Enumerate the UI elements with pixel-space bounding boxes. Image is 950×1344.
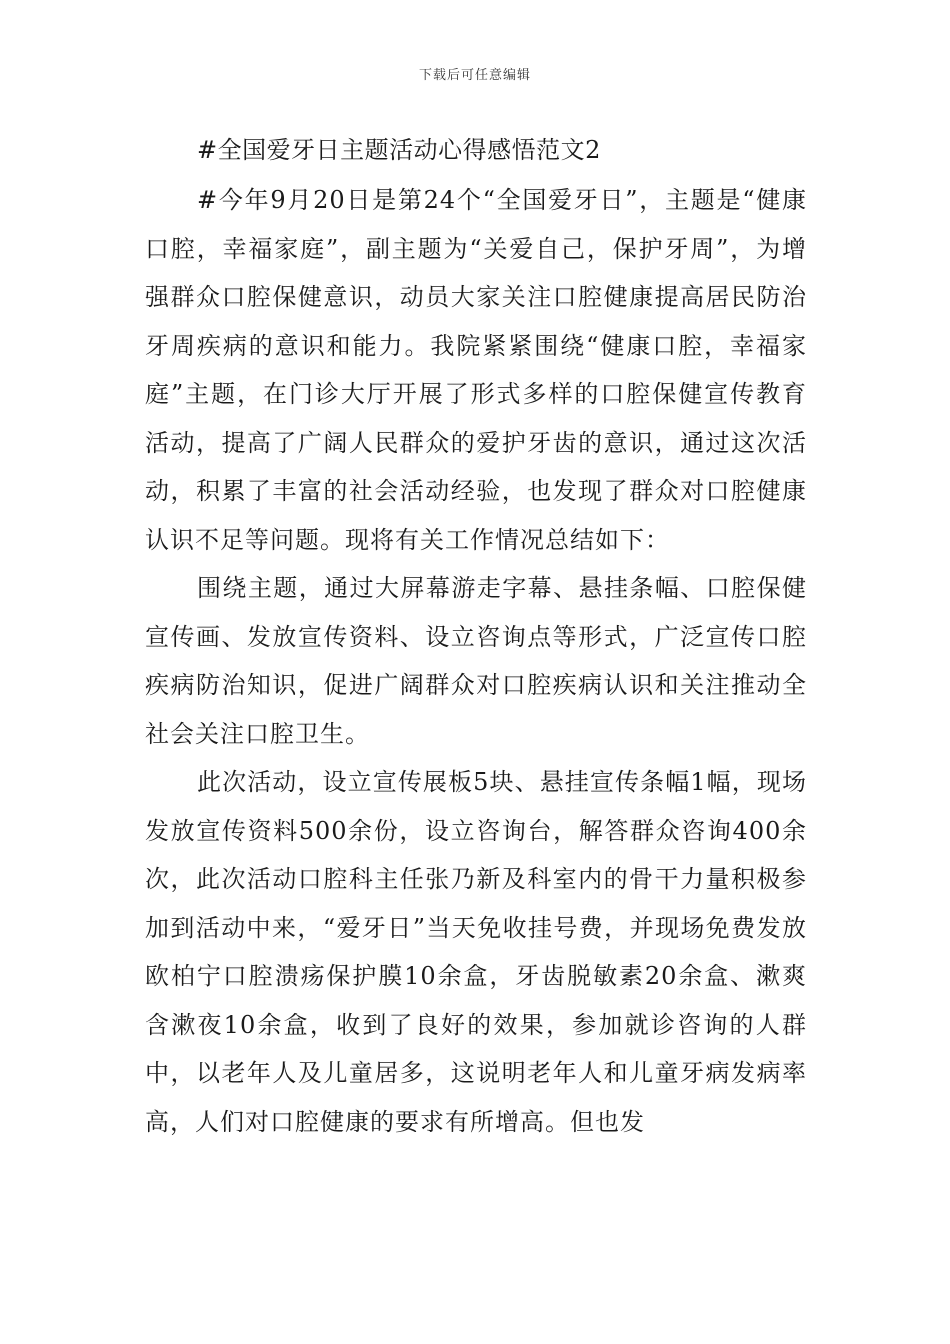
document-body	[145, 124, 807, 1146]
paragraph-activities: 围绕主题，通过大屏幕游走字幕、悬挂条幅、口腔保健宣传画、发放宣传资料、设立咨询点等形式，广泛宣传口腔疾病防治知识，促进广阔群众对口腔疾病认识和关注推动全社会关注口腔卫生。	[145, 574, 807, 748]
paragraph-intro: #今年9月20日是第24个“全国爱牙日”，主题是“健康口腔，幸福家庭”，副主题为“关爱自己，保护牙周”，为增强群众口腔保健意识，动员大家关注口腔健康提高居民防治牙周疾病的意识和能力。我院紧紧围绕“健康口腔，幸福家庭”主题，在门诊大厅开展了形式多样的口腔保健宣传教育活动，提高了广阔人民群众的爱护牙齿的意识，通过这次活动，积累了丰富的社会活动经验，也发现了群众对口腔健康认识不足等问题。现将有关工作情况总结如下：	[145, 186, 807, 554]
header-note: 下载后可任意编辑	[418, 68, 531, 83]
document-title: #全国爱牙日主题活动心得感悟范文2	[197, 136, 601, 164]
paragraph-results: 此次活动，设立宣传展板5块、悬挂宣传条幅1幅，现场发放宣传资料500余份，设立咨询台，解答群众咨询400余次，此次活动口腔科主任张乃新及科室内的骨干力量积极参加到活动中来，“爱牙日”当天免收挂号费，并现场免费发放欧柏宁口腔溃疡保护膜10余盒，牙齿脱敏素20余盒、漱爽含漱夜10余盒，收到了良好的效果，参加就诊咨询的人群中，以老年人及儿童居多，这说明老年人和儿童牙病发病率高，人们对口腔健康的要求有所增高。但也发	[145, 768, 807, 1136]
